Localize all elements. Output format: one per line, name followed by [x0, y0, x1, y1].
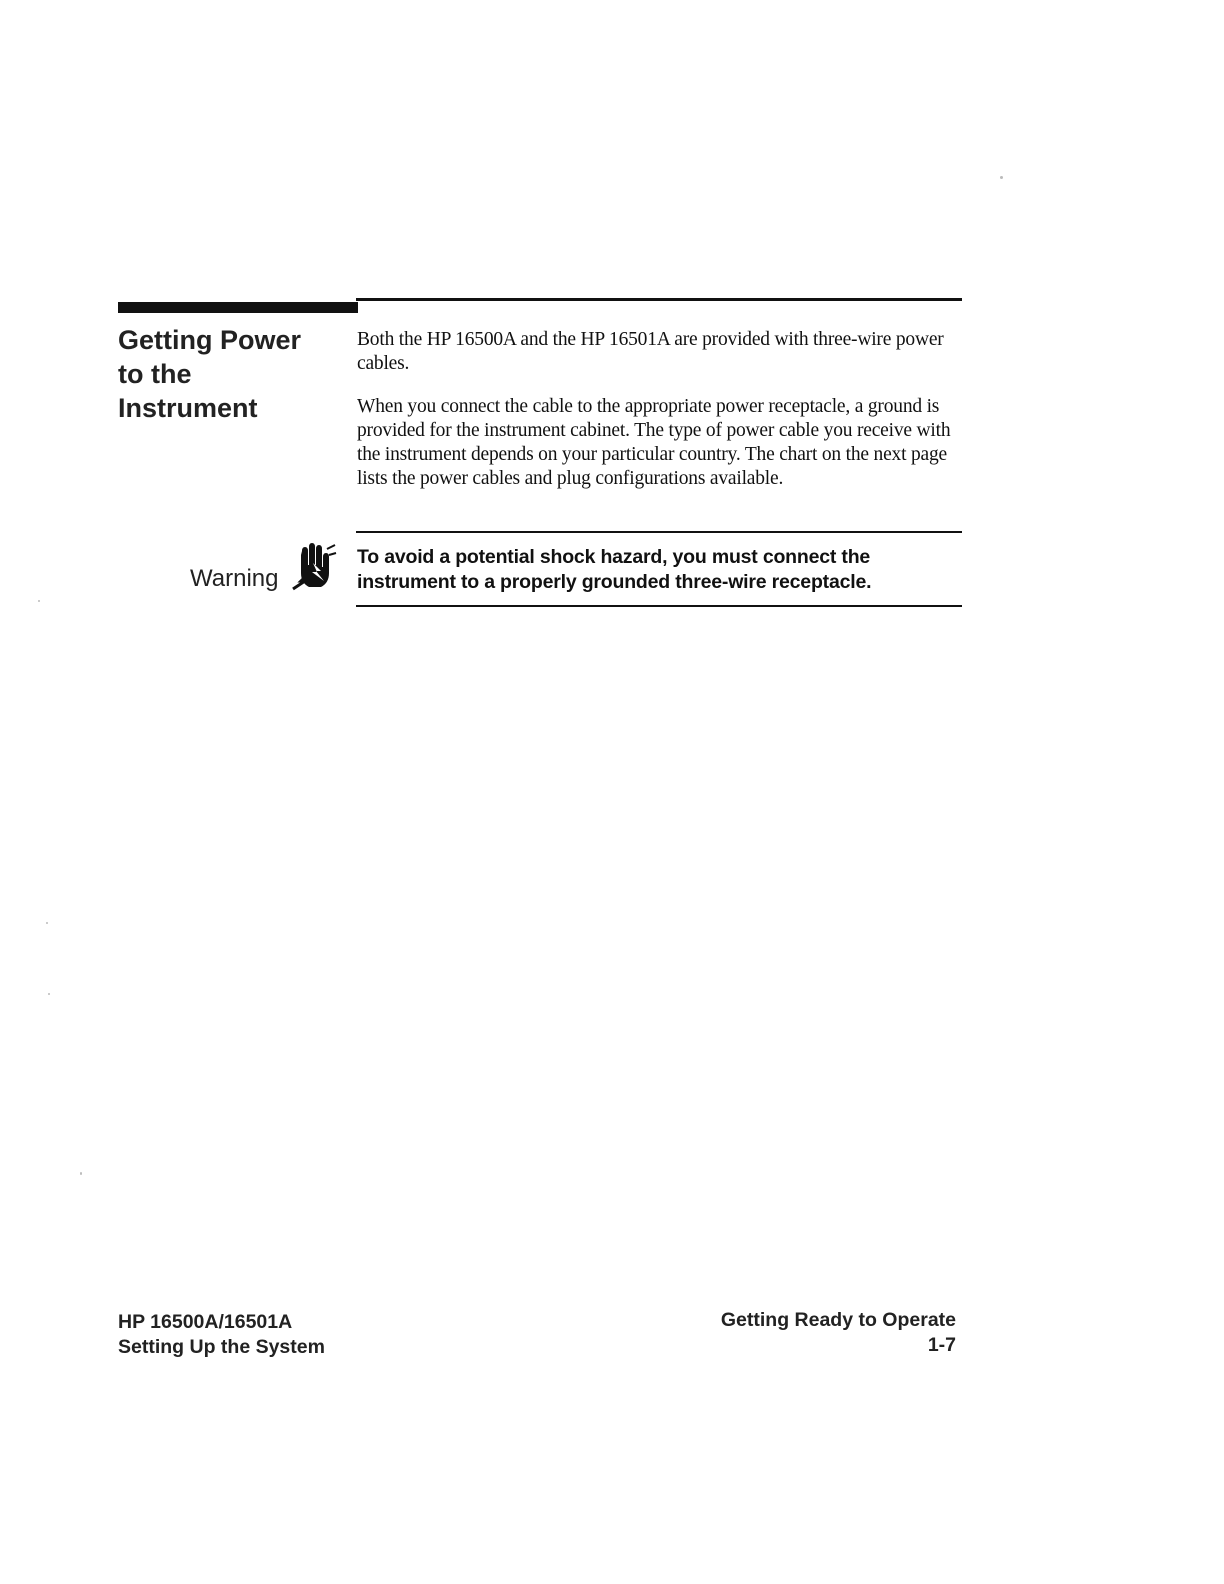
footer-page-number: 1-7 [927, 1334, 956, 1356]
section-rule-thin [356, 298, 962, 301]
shock-hazard-hand-icon [291, 543, 337, 591]
warning-rule-bottom [356, 605, 962, 607]
scan-speck [48, 993, 50, 995]
heading-line-2: to the [118, 359, 192, 389]
footer-product: HP 16500A/16501A [118, 1311, 293, 1333]
footer-right [721, 1308, 956, 1358]
footer-chapter: Getting Ready to Operate [720, 1309, 956, 1331]
body-paragraph-1: Both the HP 16500A and the HP 16501A are provided with three-wire power cables. [357, 329, 944, 374]
heading-line-1: Getting Power [118, 325, 302, 355]
heading-line-3: Instrument [118, 393, 258, 423]
warning-label: Warning [190, 565, 279, 592]
scan-speck [38, 600, 40, 602]
scan-speck [1000, 176, 1003, 179]
warning-rule-top [356, 531, 962, 533]
scan-speck [80, 1172, 82, 1175]
scan-speck [46, 922, 48, 924]
footer-section: Setting Up the System [118, 1336, 325, 1358]
section-rule-thick [118, 302, 358, 313]
body-paragraph-2: When you connect the cable to the appropriate power receptacle, a ground is provided for the instrument cabinet. The type of power cable you receive with the instrument depends on your particular country. The chart on the next page lists the power cables and plug configurations available. [357, 396, 951, 489]
section-heading [118, 323, 338, 425]
footer-left [118, 1310, 325, 1360]
warning-text: To avoid a potential shock hazard, you must connect the instrument to a properly grounded three-wire receptacle. [357, 546, 872, 593]
